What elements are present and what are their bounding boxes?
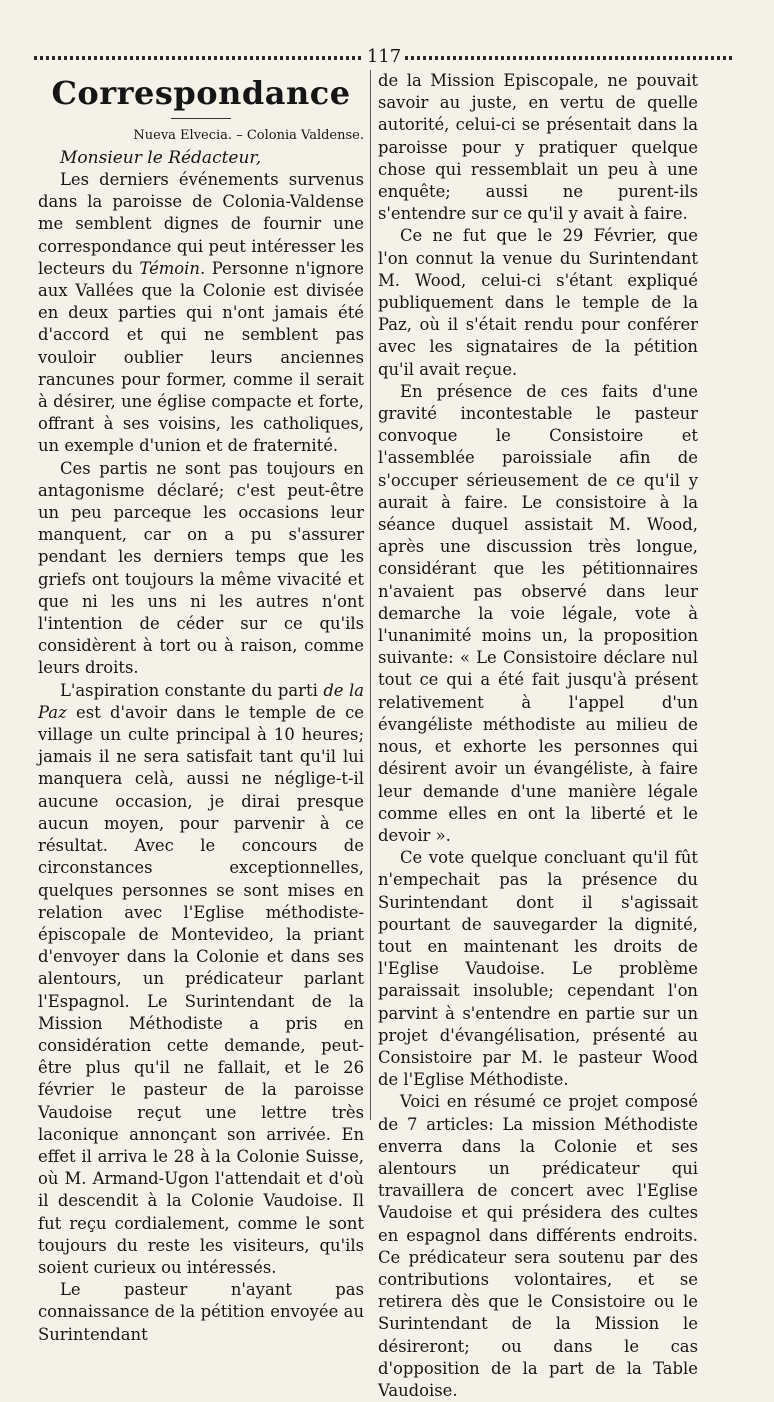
column-divider [370, 70, 371, 1120]
paragraph-1-text-a: Les derniers événements survenus dans la paroisse de Colonia-Valdense me semblent dignes de fournir une correspondance qui peut intéresser les lecteurs du [38, 170, 364, 278]
paragraph-5 [378, 225, 698, 380]
paragraph-6 [378, 381, 698, 847]
paragraph-3-text-a: L'aspiration constante du parti [60, 680, 324, 700]
header-rule-right [405, 56, 734, 60]
paragraph-2 [38, 458, 364, 680]
header-rule-left [34, 56, 363, 60]
page-header [34, 44, 734, 68]
paragraph-8 [378, 1091, 698, 1402]
paragraph-5-text: Ce ne fut que le 29 Février, que l'on connut la venue du Surintendant M. Wood, celui-ci s'étant expliqué publiquement dans le temple de la Paz, où il s'était rendu pour conférer avec les signataires de la pétition qu'il avait reçue. [378, 226, 698, 379]
paragraph-3 [38, 680, 364, 1279]
title-rule [171, 118, 231, 119]
paragraph-7 [378, 847, 698, 1091]
paragraph-6-text: En présence de ces faits d'une gravité incontestable le pasteur convoque le Consistoire et l'assemblée paroissiale afin de s'occuper sérieusement de ce qu'il y aurait à faire. Le consistoire à la séance duquel assistait M. Wood, après une discussion très longue, considérant que les pétitionnaires n'avaient pas observé dans leur demarche la voie légale, vote à l'unanimité moins un, la proposition suivante: « Le Consistoire déclare nul tout ce qui a été fait jusqu'à présent relativement à l'appel d'un évangéliste méthodiste au milieu de nous, et exhorte les personnes qui désirent avoir un évangéliste, à faire leur demande d'une manière légale comme elles en ont la liberté et le devoir ». [378, 381, 698, 845]
paragraph-7-text: Ce vote quelque concluant qu'il fût n'empechait pas la présence du Surintendant dont il s'agissait pourtant de sauvegarder la dignité, tout en maintenant les droits de l'Eglise Vaudoise. Le problème paraissait insoluble; cependant l'on parvint à s'entendre en partie sur un projet d'évangélisation, présenté au Consistoire par M. le pasteur Wood de l'Eglise Méthodiste. [378, 848, 698, 1090]
paragraph-1-journal-name: Témoin. [139, 258, 206, 278]
dateline: Nueva Elvecia. – Colonia Valdense. [133, 128, 364, 143]
paragraph-4-text: Le pasteur n'ayant pas connaissance de la pétition envoyée au Surintendant [38, 1280, 364, 1344]
page-number: 117 [366, 45, 402, 67]
salutation: Monsieur le Rédacteur, [60, 148, 262, 168]
paragraph-3-text-b: est d'avoir dans le temple de ce village un culte principal à 10 heures; jamais il ne sera satisfait tant qu'il lui manquera celà, aussi ne néglige-t-il aucune occasion, je dirai presque aucun moyen, pour parvenir à ce résultat. Avec le concours de circonstances exceptionnelles, quelques personnes se sont mises en relation avec l'Eglise méthodiste-épiscopale de Montevideo, la priant d'envoyer dans la Colonie et dans ses alentours, un prédicateur parlant l'Espagnol. Le Surintendant de la Mission Méthodiste a pris en considération cette demande, peut-être plus qu'il ne fallait, et le 26 février le pasteur de la paroisse Vaudoise reçut une lettre très laconique annonçant son arrivée. En effet il arriva le 28 à la Colonie Suisse, où M. Armand-Ugon l'attendait et d'où il descendit à la Colonie Vaudoise. Il fut reçu cordialement, comme le sont toujours du reste les visiteurs, qu'ils soient curieux ou intéressés. [38, 702, 364, 1277]
paragraph-4-continued: de la Mission Episcopale, ne pouvait savoir au juste, en vertu de quelle autorité, celui-ci se présentait dans la paroisse pour y pratiquer quelque chose qui ressemblait un peu à une enquête; aussi ne purent-ils s'entendre sur ce qu'il y avait à faire. [378, 71, 698, 224]
paragraph-8-text: Voici en résumé ce projet composé de 7 articles: La mission Méthodiste enverra dans la Colonie et ses alentours un prédicateur qui travaillera de concert avec l'Eglise Vaudoise et qui présidera des cultes en espagnol dans différents endroits. Ce prédicateur sera soutenu par des contributions volontaires, et se retirera dès que le Consistoire ou le Surintendant de la Mission le désireront; ou dans le cas d'opposition de la part de la Table Vaudoise. [378, 1092, 698, 1400]
paragraph-3-party-name: de la Paz [38, 680, 365, 722]
paragraph-1-text-b: Personne n'ignore aux Vallées que la Colonie est divisée en deux parties qui n'ont jamais été d'accord et qui ne semblent pas vouloir oublier leurs anciennes rancunes pour former, comme il serait à désirer, une église compacte et forte, offrant à ses voisins, les catholiques, un exemple d'union et de fraternité. [38, 258, 364, 456]
section-title: Correspondance [51, 74, 351, 112]
left-column [38, 70, 364, 1346]
paragraph-2-text: Ces partis ne sont pas toujours en antagonisme déclaré; c'est peut-être un peu parceque les occasions leur manquent, car on a pu s'assurer pendant les derniers temps que les griefs ont toujours la même vivacité et que ni les uns ni les autres n'ont l'intention de céder sur ce qu'ils considèrent à tort ou à raison, comme leurs droits. [38, 458, 364, 678]
paragraph-1 [38, 169, 364, 458]
paragraph-4 [38, 1279, 364, 1346]
right-column [378, 70, 698, 1402]
